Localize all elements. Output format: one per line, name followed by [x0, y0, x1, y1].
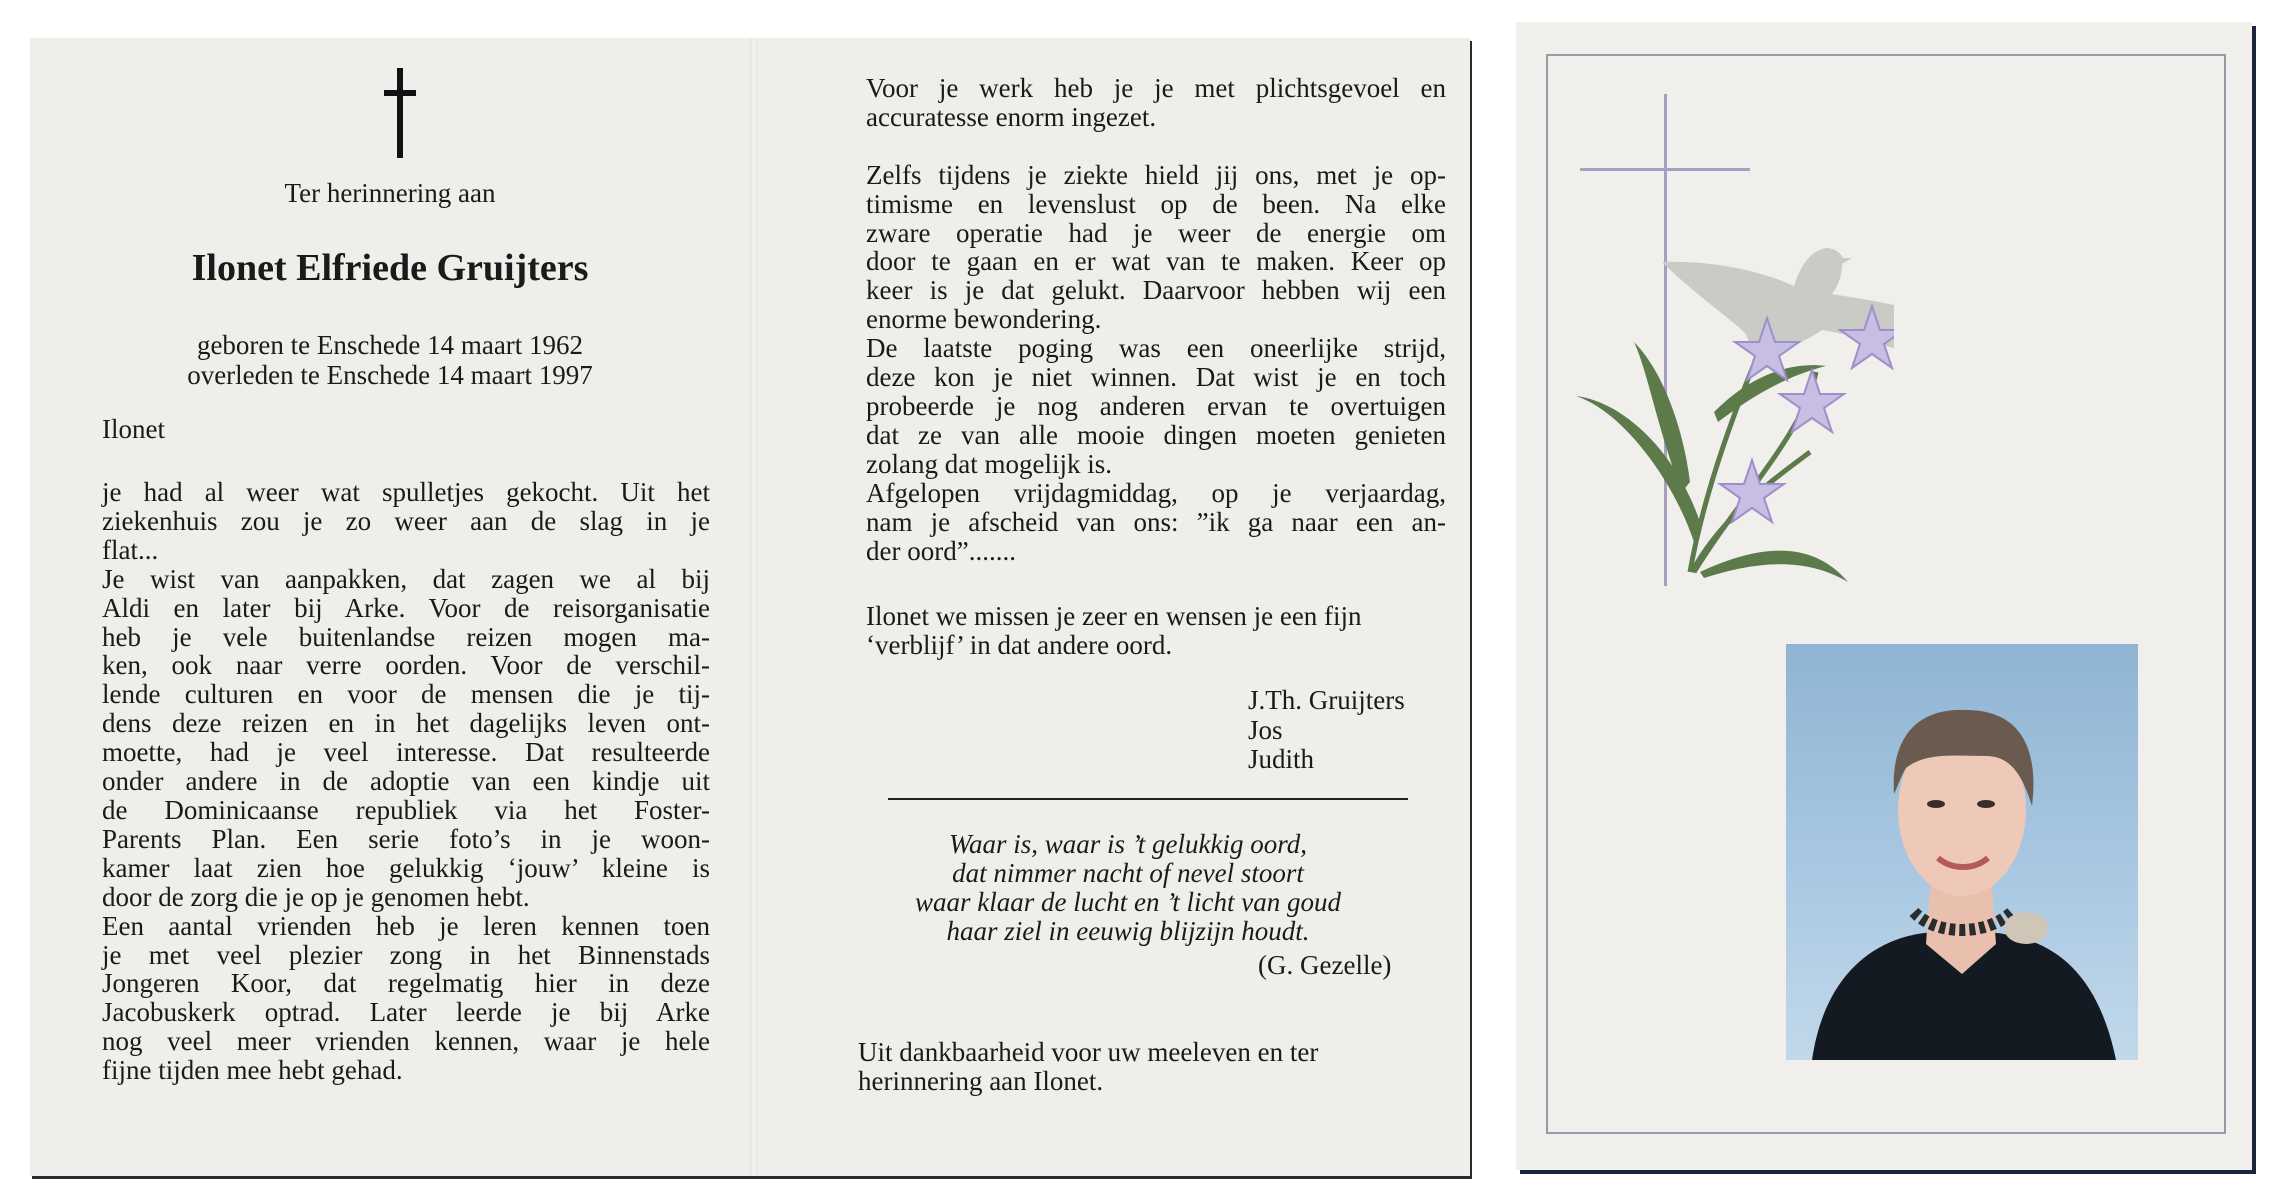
body-line: de Dominicaanse republiek via het Foster-	[102, 794, 710, 825]
body-line: keer is je dat gelukt. Daarvoor hebben wij een	[866, 275, 1446, 306]
tribute-text-right	[866, 74, 1446, 565]
body-line: zware operatie had je weer de energie om	[866, 217, 1446, 248]
body-line: De laatste poging was een oneerlijke strijd,	[866, 333, 1446, 364]
tribute-text-left	[102, 478, 710, 1085]
closing-text	[866, 602, 1446, 660]
body-line: Jongeren Koor, dat regelmatig hier in deze	[102, 968, 710, 999]
portrait-figure	[1786, 644, 2138, 1060]
poem	[798, 830, 1458, 946]
birth-line: geboren te Enschede 14 maart 1962	[196, 330, 584, 360]
body-line: Een aantal vrienden heb je leren kennen toen	[102, 910, 710, 941]
body-line: door de zorg die je op je genomen hebt.	[102, 881, 530, 912]
body-line: heb je vele buitenlandse reizen mogen ma-	[102, 621, 710, 652]
body-line: ken, ook naar verre oorden. Voor de verschil-	[102, 650, 710, 681]
body-line: dens deze reizen en in het dagelijks leven ont-	[102, 708, 710, 739]
body-line: dat ze van alle mooie dingen moeten genieten	[866, 419, 1446, 450]
intro-text: Ter herinnering aan	[284, 178, 496, 208]
poem-author: (G. Gezelle)	[1258, 950, 1392, 980]
signatures	[1248, 686, 1405, 775]
poem-line: dat nimmer nacht of nevel stoort	[952, 858, 1304, 888]
poem-line: waar klaar de lucht en ’t licht van goud	[915, 887, 1341, 917]
memorial-card-inside	[30, 38, 1470, 1176]
body-line: kamer laat zien hoe gelukkig ‘jouw’ kleine is	[102, 852, 710, 883]
body-line: door te gaan en er wat van te maken. Keer op	[866, 246, 1446, 277]
signature-name: Judith	[1248, 744, 1315, 774]
cross-horizontal	[1580, 168, 1750, 171]
thanks-text	[858, 1038, 1448, 1096]
closing-line: ‘verblijf’ in dat andere oord.	[866, 630, 1173, 660]
body-line: je had al weer wat spulletjes gekocht. Uit het	[102, 477, 710, 507]
body-line: flat...	[102, 534, 159, 565]
card-fold	[750, 38, 758, 1176]
left-eye	[1927, 800, 1945, 808]
thanks-line: Uit dankbaarheid voor uw meeleven en ter	[858, 1037, 1319, 1067]
body-line: Parents Plan. Een serie foto’s in je woon-	[102, 823, 710, 854]
deceased-name: Ilonet Elfriede Gruijters	[191, 247, 589, 289]
right-eye	[1977, 800, 1995, 808]
body-line: moette, had je veel interesse. Dat resulteerde	[102, 737, 710, 768]
body-line: accuratesse enorm ingezet.	[866, 101, 1157, 132]
cross-icon	[380, 68, 420, 158]
brooch	[2004, 912, 2048, 944]
body-line: onder andere in de adoptie van een kindje uit	[102, 766, 710, 797]
body-line: zolang dat mogelijk is.	[866, 448, 1112, 479]
cross-dove-flowers-illustration	[1564, 72, 1894, 632]
poem-line: haar ziel in eeuwig blijzijn houdt.	[946, 916, 1310, 946]
body-line: Jacobuskerk optrad. Later leerde je bij Arke	[102, 997, 710, 1028]
body-line: ziekenhuis zou je zo weer aan de slag in je	[102, 505, 710, 536]
death-line: overleden te Enschede 14 maart 1997	[187, 360, 593, 390]
closing-line: Ilonet we missen je zeer en wensen je een fijn	[866, 601, 1362, 631]
signature-name: Jos	[1248, 714, 1283, 745]
body-line: timisme en levenslust op de been. Na elke	[866, 188, 1446, 219]
salutation: Ilonet	[102, 414, 165, 444]
body-line: je met veel plezier zong in het Binnenstads	[102, 939, 710, 970]
body-line: fijne tijden mee hebt gehad.	[102, 1055, 403, 1086]
body-line: Zelfs tijdens je ziekte hield jij ons, met je op-	[866, 159, 1446, 190]
body-line: nog veel meer vrienden kennen, waar je hele	[102, 1026, 710, 1057]
body-line: nam je afscheid van ons: ”ik ga naar een an-	[866, 506, 1446, 537]
left-panel	[30, 38, 750, 1176]
thanks-line: herinnering aan Ilonet.	[858, 1066, 1104, 1096]
right-panel	[758, 38, 1470, 1176]
divider-line	[888, 798, 1408, 800]
poem-line: Waar is, waar is ’t gelukkig oord,	[948, 829, 1307, 859]
portrait-photo	[1786, 644, 2138, 1060]
body-line: Je wist van aanpakken, dat zagen we al bij	[102, 563, 710, 594]
signature-name: J.Th. Gruijters	[1248, 685, 1405, 715]
body-line: Aldi en later bij Arke. Voor de reisorganisatie	[102, 592, 710, 623]
body-line: lende culturen en voor de mensen die je tij-	[102, 679, 710, 710]
body-line: deze kon je niet winnen. Dat wist je en toch	[866, 362, 1446, 393]
body-line: Afgelopen vrijdagmiddag, op je verjaardag,	[866, 477, 1446, 508]
body-line: enorme bewondering.	[866, 304, 1102, 335]
body-line: probeerde je nog anderen ervan te overtuigen	[866, 390, 1446, 421]
body-line: Voor je werk heb je je met plichtsgevoel en	[866, 73, 1446, 103]
cross-vertical	[1664, 94, 1667, 586]
body-line: der oord”.......	[866, 535, 1016, 566]
body-line	[866, 132, 1446, 161]
